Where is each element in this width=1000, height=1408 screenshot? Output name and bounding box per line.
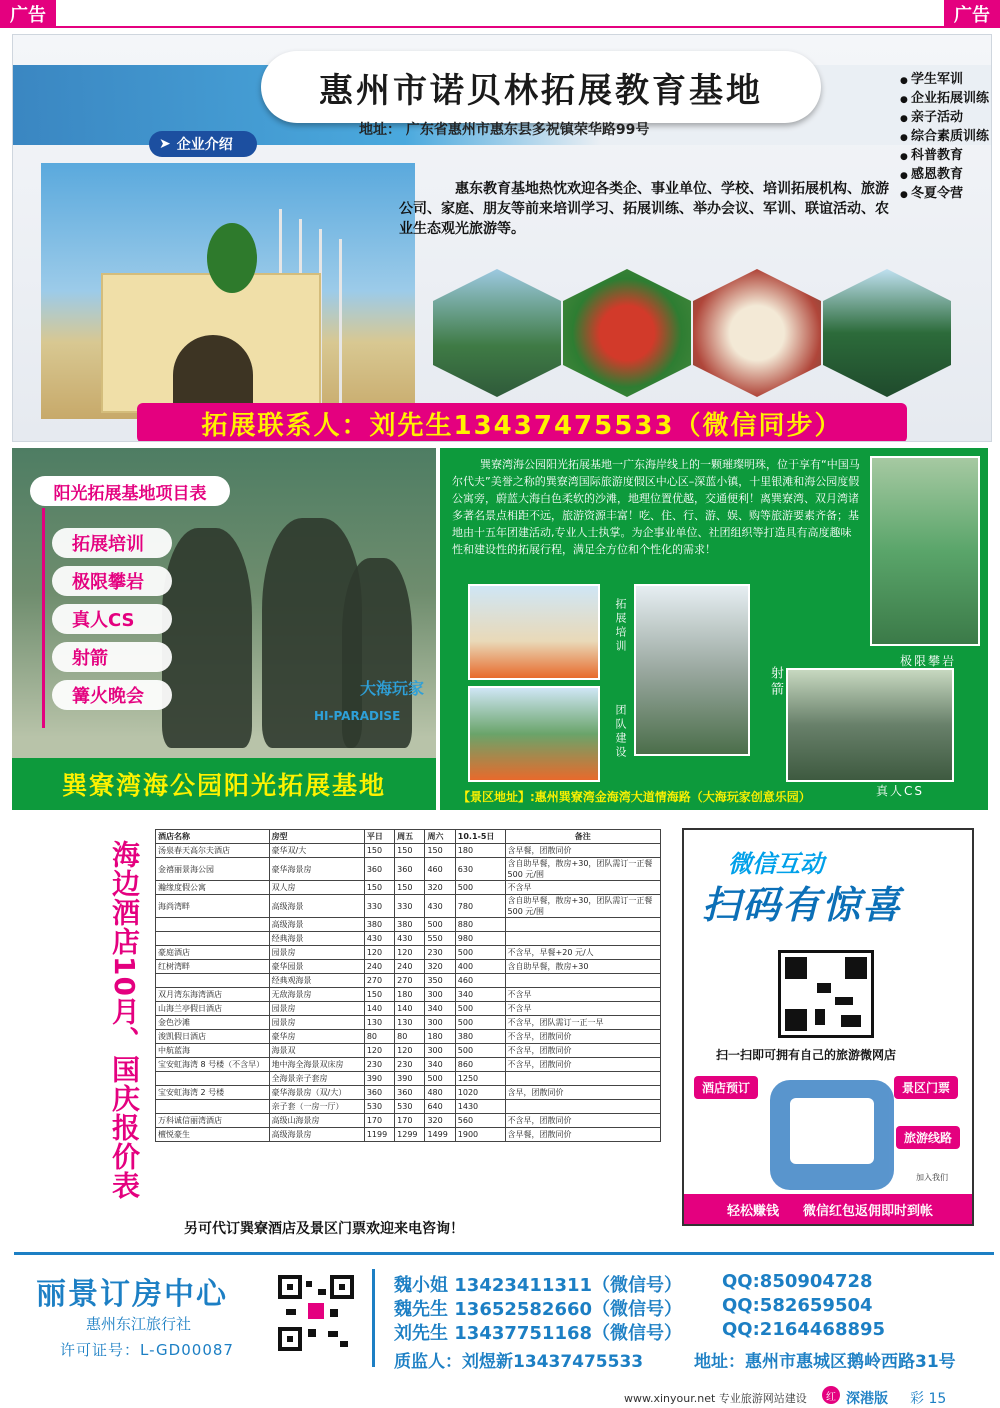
table-row: [156, 1030, 661, 1044]
table-cell: 宝安虹海湾 2 号楼: [156, 1086, 270, 1100]
gate: [101, 273, 321, 413]
table-cell: 360: [364, 858, 394, 881]
supervisor: 质监人：刘煜新13437475533: [394, 1352, 644, 1372]
booking-section: [14, 1252, 994, 1372]
table-body: [156, 844, 661, 1142]
table-cell: 海尚湾畔: [156, 895, 270, 918]
bottom-earn: 轻松赚钱: [726, 1203, 779, 1219]
service-item: ● 综合素质训练: [900, 128, 989, 147]
project-item: 真人CS: [52, 604, 172, 634]
hex-photo-military: [433, 269, 561, 397]
supervisor-row: [394, 1347, 643, 1372]
table-row: [156, 988, 661, 1002]
table-cell: 240: [364, 960, 394, 974]
table-cell: 500: [455, 1002, 505, 1016]
intro-badge-label: 企业介绍: [176, 137, 233, 153]
footer-badge: 红: [822, 1386, 840, 1404]
table-cell: 500: [425, 918, 455, 932]
table-cell: 全海景亲子套房: [269, 1072, 364, 1086]
label-climbing: 极限攀岩: [900, 654, 957, 668]
table-cell: 360: [395, 1086, 425, 1100]
table-cell: 640: [425, 1100, 455, 1114]
table-cell: 460: [455, 974, 505, 988]
qr-finder: [785, 1009, 807, 1031]
table-row: [156, 960, 661, 974]
intro-text: 惠东教育基地热忱欢迎各类企、事业单位、学校、培训拓展机构、旅游公司、家庭、朋友等前来培训学习、拓展训练、举办会议、军训、联谊活动、农业生态观光旅游等。: [399, 181, 889, 237]
th-room: 房型: [269, 830, 364, 844]
table-cell: 豪华双/大: [269, 844, 364, 858]
table-cell: 180: [455, 844, 505, 858]
label-cs: 真人CS: [876, 784, 924, 798]
table-cell: 530: [395, 1100, 425, 1114]
table-row: [156, 918, 661, 932]
table-cell: 高级海景房: [269, 1128, 364, 1142]
table-row: [156, 1128, 661, 1142]
table-cell: 320: [425, 881, 455, 895]
qr-module: [815, 1009, 825, 1025]
contact-qq: QQ:582659504: [722, 1295, 873, 1316]
table-cell: 含自助早餐，散房+30，团队需订一正餐 500 元/围: [505, 895, 660, 918]
project-item: 篝火晚会: [52, 680, 172, 710]
table-cell: 180: [425, 1030, 455, 1044]
contact-line: 魏先生 13652582660（微信号）: [394, 1299, 683, 1320]
table-cell: 380: [364, 918, 394, 932]
qr-finder: [785, 957, 807, 979]
table-cell: 380: [395, 918, 425, 932]
table-cell: 含自助早餐，散房+30，团队需订一正餐 500 元/围: [505, 858, 660, 881]
table-cell: 不含早: [505, 881, 660, 895]
table-cell: 230: [364, 1058, 394, 1072]
table-cell: 1250: [455, 1072, 505, 1086]
table-cell: 230: [395, 1058, 425, 1072]
table-cell: 430: [425, 895, 455, 918]
table-row: [156, 974, 661, 988]
table-cell: 宝安虹海湾 8 号楼（不含早）: [156, 1058, 270, 1072]
table-row: [156, 932, 661, 946]
base-title: 惠州市诺贝林拓展教育基地: [261, 51, 821, 123]
contact-row-2: [394, 1295, 873, 1321]
table-cell: [505, 1072, 660, 1086]
services-list: [900, 71, 989, 204]
table-cell: 500: [455, 1016, 505, 1030]
table-row: [156, 1058, 661, 1072]
sunshine-left: [12, 448, 436, 810]
label-team: 团队建设: [614, 704, 627, 760]
bottom-redpacket: 微信红包返佣即时到帐: [803, 1203, 934, 1219]
table-cell: [505, 918, 660, 932]
table-cell: 630: [455, 858, 505, 881]
table-cell: 500: [455, 881, 505, 895]
scan-text: 扫一扫即可拥有自己的旅游微网店: [716, 1048, 897, 1062]
table-cell: 270: [364, 974, 394, 988]
also-book-note: 另可代订巽寮酒店及景区门票欢迎来电咨询！: [184, 1221, 464, 1237]
service-item: ● 感恩教育: [900, 166, 989, 185]
table-cell: 1020: [455, 1086, 505, 1100]
table-cell: 390: [395, 1072, 425, 1086]
project-item: 射箭: [52, 642, 172, 672]
table-row: [156, 1002, 661, 1016]
table-cell: 不含早: [505, 1002, 660, 1016]
table-cell: 豪华海景房（双/大）: [269, 1086, 364, 1100]
table-cell: 园景房: [269, 1002, 364, 1016]
table-cell: 130: [364, 1016, 394, 1030]
qr-module: [835, 997, 853, 1005]
table-cell: 不含早: [505, 988, 660, 1002]
join-us: 加入我们: [916, 1173, 948, 1182]
project-item: 极限攀岩: [52, 566, 172, 596]
table-cell: 340: [455, 988, 505, 1002]
table-cell: [156, 1072, 270, 1086]
hi-paradise-logo: [314, 676, 424, 736]
table-cell: 不含早，团队需订一正一早: [505, 1016, 660, 1030]
table-cell: 汤泉春天高尔夫酒店: [156, 844, 270, 858]
table-cell: 不含早，团散同价: [505, 1058, 660, 1072]
table-cell: 150: [395, 844, 425, 858]
phone-illustration-icon: [770, 1080, 894, 1190]
license-number: 许可证号：L-GD00087: [60, 1341, 234, 1359]
booking-center-name: 丽景订房中心: [36, 1277, 228, 1312]
th-weekday: 平日: [364, 830, 394, 844]
table-cell: [156, 1100, 270, 1114]
address-row: [694, 1347, 956, 1372]
qr-module: [817, 983, 831, 993]
sunshine-bottom-title: 巽寮湾海公园阳光拓展基地: [12, 758, 436, 810]
table-cell: 双人房: [269, 881, 364, 895]
table-cell: 270: [395, 974, 425, 988]
photo-archery: [634, 584, 750, 756]
table-cell: 360: [364, 1086, 394, 1100]
table-cell: 1299: [395, 1128, 425, 1142]
photo-cs: [786, 668, 954, 782]
table-cell: 地中海全海景双床房: [269, 1058, 364, 1072]
contact-line: 刘先生 13437751168（微信号）: [394, 1323, 683, 1344]
table-cell: 150: [395, 881, 425, 895]
table-cell: 高级海景: [269, 895, 364, 918]
table-cell: 园景房: [269, 946, 364, 960]
table-cell: 500: [425, 1072, 455, 1086]
table-cell: 320: [425, 960, 455, 974]
logo-en: HI-PARADISE: [314, 709, 401, 723]
table-cell: 120: [364, 946, 394, 960]
table-cell: 240: [395, 960, 425, 974]
service-item: ● 科普教育: [900, 147, 989, 166]
contact-row-1: [394, 1271, 873, 1297]
table-row: [156, 844, 661, 858]
table-cell: 300: [425, 1016, 455, 1030]
table-cell: 150: [364, 844, 394, 858]
table-cell: 300: [425, 988, 455, 1002]
table-cell: 80: [364, 1030, 394, 1044]
label-training: 拓展培训: [614, 598, 627, 654]
table-cell: 560: [455, 1114, 505, 1128]
building-photo: [41, 163, 415, 419]
table-cell: 500: [455, 1044, 505, 1058]
table-cell: 170: [395, 1114, 425, 1128]
table-cell: [505, 932, 660, 946]
contact-qq: QQ:2164468895: [722, 1319, 886, 1340]
table-cell: 豪华海景房: [269, 858, 364, 881]
table-row: [156, 1086, 661, 1100]
agency-name: 惠州东江旅行社: [86, 1315, 192, 1333]
table-row: [156, 1114, 661, 1128]
scenic-address: 【景区地址】:惠州巽寮湾金海湾大道情海路（大海玩家创意乐园）: [458, 790, 811, 804]
table-row: [156, 895, 661, 918]
footer-edition: 深港版: [846, 1391, 888, 1407]
service-item: ● 企业拓展训练: [900, 90, 989, 109]
tag-hotel: 酒店预订: [694, 1076, 758, 1099]
table-cell: 380: [455, 1030, 505, 1044]
table-cell: 430: [395, 932, 425, 946]
table-cell: 150: [364, 881, 394, 895]
table-cell: 万科诚信丽湾酒店: [156, 1114, 270, 1128]
table-cell: 340: [425, 1058, 455, 1072]
qr-finder: [845, 957, 867, 979]
table-cell: 320: [425, 1114, 455, 1128]
th-holiday: 10.1-5日: [455, 830, 505, 844]
table-cell: 红树湾畔: [156, 960, 270, 974]
table-cell: 350: [425, 974, 455, 988]
table-cell: 80: [395, 1030, 425, 1044]
service-item: ● 学生军训: [900, 71, 989, 90]
table-cell: 经典海景: [269, 932, 364, 946]
hex-photo-circle: [563, 269, 691, 397]
table-cell: 1430: [455, 1100, 505, 1114]
table-cell: 瀚缘度假公寓: [156, 881, 270, 895]
table-cell: 170: [364, 1114, 394, 1128]
table-cell: [156, 932, 270, 946]
contact-line: 魏小姐 13423411311（微信号）: [394, 1275, 683, 1296]
table-row: [156, 858, 661, 881]
photo-training: [468, 584, 600, 680]
hex-photo-dinner: [693, 269, 821, 397]
table-cell: 230: [425, 946, 455, 960]
table-cell: 130: [395, 1016, 425, 1030]
table-cell: 不含早，早餐+20 元/人: [505, 946, 660, 960]
qr-module: [841, 1015, 861, 1027]
table-cell: 120: [395, 946, 425, 960]
footer-site: www.xinyour.net 专业旅游网站建设: [624, 1392, 807, 1405]
table-cell: 海景双: [269, 1044, 364, 1058]
table-cell: 330: [364, 895, 394, 918]
table-cell: 390: [364, 1072, 394, 1086]
table-cell: 530: [364, 1100, 394, 1114]
table-cell: 檀悦豪生: [156, 1128, 270, 1142]
table-cell: 860: [455, 1058, 505, 1072]
table-cell: 豪华园景: [269, 960, 364, 974]
table-cell: 含早餐，团散同价: [505, 844, 660, 858]
table-cell: 360: [395, 858, 425, 881]
table-cell: 880: [455, 918, 505, 932]
table-cell: 460: [425, 858, 455, 881]
hex-photo-wall: [823, 269, 951, 397]
base-address: 地址： 广东省惠州市惠东县多祝镇荣华路99号: [359, 122, 650, 138]
table-cell: [505, 1100, 660, 1114]
table-cell: 金禧丽景海公园: [156, 858, 270, 881]
table-cell: 高级山海景房: [269, 1114, 364, 1128]
ad-tag-right: 广告: [944, 0, 1000, 28]
wechat-bottom-bar: [684, 1194, 974, 1224]
sunshine-right: [440, 448, 988, 810]
photo-climbing: [870, 456, 980, 646]
table-cell: 300: [425, 1044, 455, 1058]
table-cell: 340: [425, 1002, 455, 1016]
service-item: ● 冬夏令营: [900, 185, 989, 204]
booking-address: 地址：惠州市惠城区鹅岭西路31号: [694, 1352, 956, 1372]
table-cell: 150: [425, 844, 455, 858]
project-item: 拓展培训: [52, 528, 172, 558]
contact-bar: 拓展联系人：刘先生13437475533（微信同步）: [137, 403, 907, 442]
table-cell: 150: [364, 988, 394, 1002]
table-header: [156, 830, 661, 844]
top-divider: [0, 26, 1000, 28]
table-cell: 豪华房: [269, 1030, 364, 1044]
table-cell: 1900: [455, 1128, 505, 1142]
base-section: [12, 34, 992, 442]
table-cell: 120: [364, 1044, 394, 1058]
table-cell: 双月湾东海湾酒店: [156, 988, 270, 1002]
table-cell: 430: [364, 932, 394, 946]
wechat-line2: 扫码有惊喜: [702, 883, 903, 927]
hotel-price-title: 海边酒店10月、国庆报价表: [108, 840, 141, 1200]
table-cell: 浚凯假日酒店: [156, 1030, 270, 1044]
intro-badge: [149, 131, 257, 157]
soldier-figure: [162, 528, 252, 748]
table-cell: 豪庭酒店: [156, 946, 270, 960]
table-row: [156, 881, 661, 895]
booking-qr-code[interactable]: [278, 1275, 354, 1351]
tag-scenic: 景区门票: [894, 1076, 958, 1099]
table-cell: 无敌海景房: [269, 988, 364, 1002]
table-cell: 480: [425, 1086, 455, 1100]
table-cell: 400: [455, 960, 505, 974]
wechat-line1: 微信互动: [728, 850, 824, 878]
table-cell: 金色沙滩: [156, 1016, 270, 1030]
table-cell: 140: [395, 1002, 425, 1016]
qr-code[interactable]: [778, 950, 874, 1038]
table-cell: 140: [364, 1002, 394, 1016]
table-row: [156, 1044, 661, 1058]
table-cell: 780: [455, 895, 505, 918]
table-cell: 不含早，团散同价: [505, 1114, 660, 1128]
th-hotel: 酒店名称: [156, 830, 270, 844]
table-cell: [156, 918, 270, 932]
service-item: ● 亲子活动: [900, 109, 989, 128]
arrow-icon: ➤: [159, 136, 171, 152]
table-cell: 不含早，团散同价: [505, 1044, 660, 1058]
table-cell: 山海兰亭假日酒店: [156, 1002, 270, 1016]
th-fri: 周五: [395, 830, 425, 844]
logo-cn: 大海玩家: [359, 679, 424, 698]
table-cell: 高级海景: [269, 918, 364, 932]
table-cell: [156, 974, 270, 988]
project-line: [42, 508, 45, 728]
table-row: [156, 1072, 661, 1086]
contact-divider: [372, 1269, 375, 1367]
table-cell: 980: [455, 932, 505, 946]
project-title: 阳光拓展基地项目表: [30, 476, 230, 506]
table-cell: 园景房: [269, 1016, 364, 1030]
contact-qq: QQ:850904728: [722, 1271, 873, 1292]
table-cell: 含自助早餐，散房+30: [505, 960, 660, 974]
footer-page: 彩 15: [910, 1391, 947, 1407]
table-cell: 中航蓝海: [156, 1044, 270, 1058]
table-cell: 180: [395, 988, 425, 1002]
table-cell: 330: [395, 895, 425, 918]
table-cell: 1199: [364, 1128, 394, 1142]
table-cell: 含早餐，团散同价: [505, 1128, 660, 1142]
table-row: [156, 946, 661, 960]
table-cell: 550: [425, 932, 455, 946]
palm-tree: [207, 223, 257, 293]
flagpole: [339, 239, 342, 419]
table-cell: 不含早，团散同价: [505, 1030, 660, 1044]
label-archery: 射箭: [768, 666, 783, 698]
table-row: [156, 1016, 661, 1030]
table-cell: 500: [455, 946, 505, 960]
table-cell: 经典观海景: [269, 974, 364, 988]
phone-screen: [790, 1098, 874, 1164]
th-sat: 周六: [425, 830, 455, 844]
table-cell: 1499: [425, 1128, 455, 1142]
wechat-promo: [682, 828, 974, 1226]
table-cell: 亲子套（一房一厅）: [269, 1100, 364, 1114]
table-row: [156, 1100, 661, 1114]
th-note: 备注: [505, 830, 660, 844]
tag-route: 旅游线路: [896, 1126, 960, 1149]
ad-tag-left: 广告: [0, 0, 56, 28]
hotel-price-table: [155, 829, 661, 1142]
photo-team: [468, 686, 600, 782]
table-cell: [505, 974, 660, 988]
table-cell: 120: [395, 1044, 425, 1058]
sunshine-description: 巽寮湾海公园阳光拓展基地一广东海岸线上的一颗璀璨明珠，位于享有“中国马尔代夫”美誉之称的巽寮湾国际旅游度假区中心区–深蓝小镇，十里银滩和海公园度假公寓旁，蔚蓝大海白色柔软的沙滩，地理位置优越，交通便利！离巽寮湾、双月湾诸多著名景点相距不远，旅游资源丰富！吃、住、行、游、娱、购等旅游要素齐备；基地由十五年团建活动,专业人士执掌。为企事业单位、社团组织等打造具有高度趣味性和建设性的拓展行程，满足全方位和个性化的需求！: [452, 458, 860, 556]
contact-row-3: [394, 1319, 886, 1345]
table-cell: 含早，团散同价: [505, 1086, 660, 1100]
